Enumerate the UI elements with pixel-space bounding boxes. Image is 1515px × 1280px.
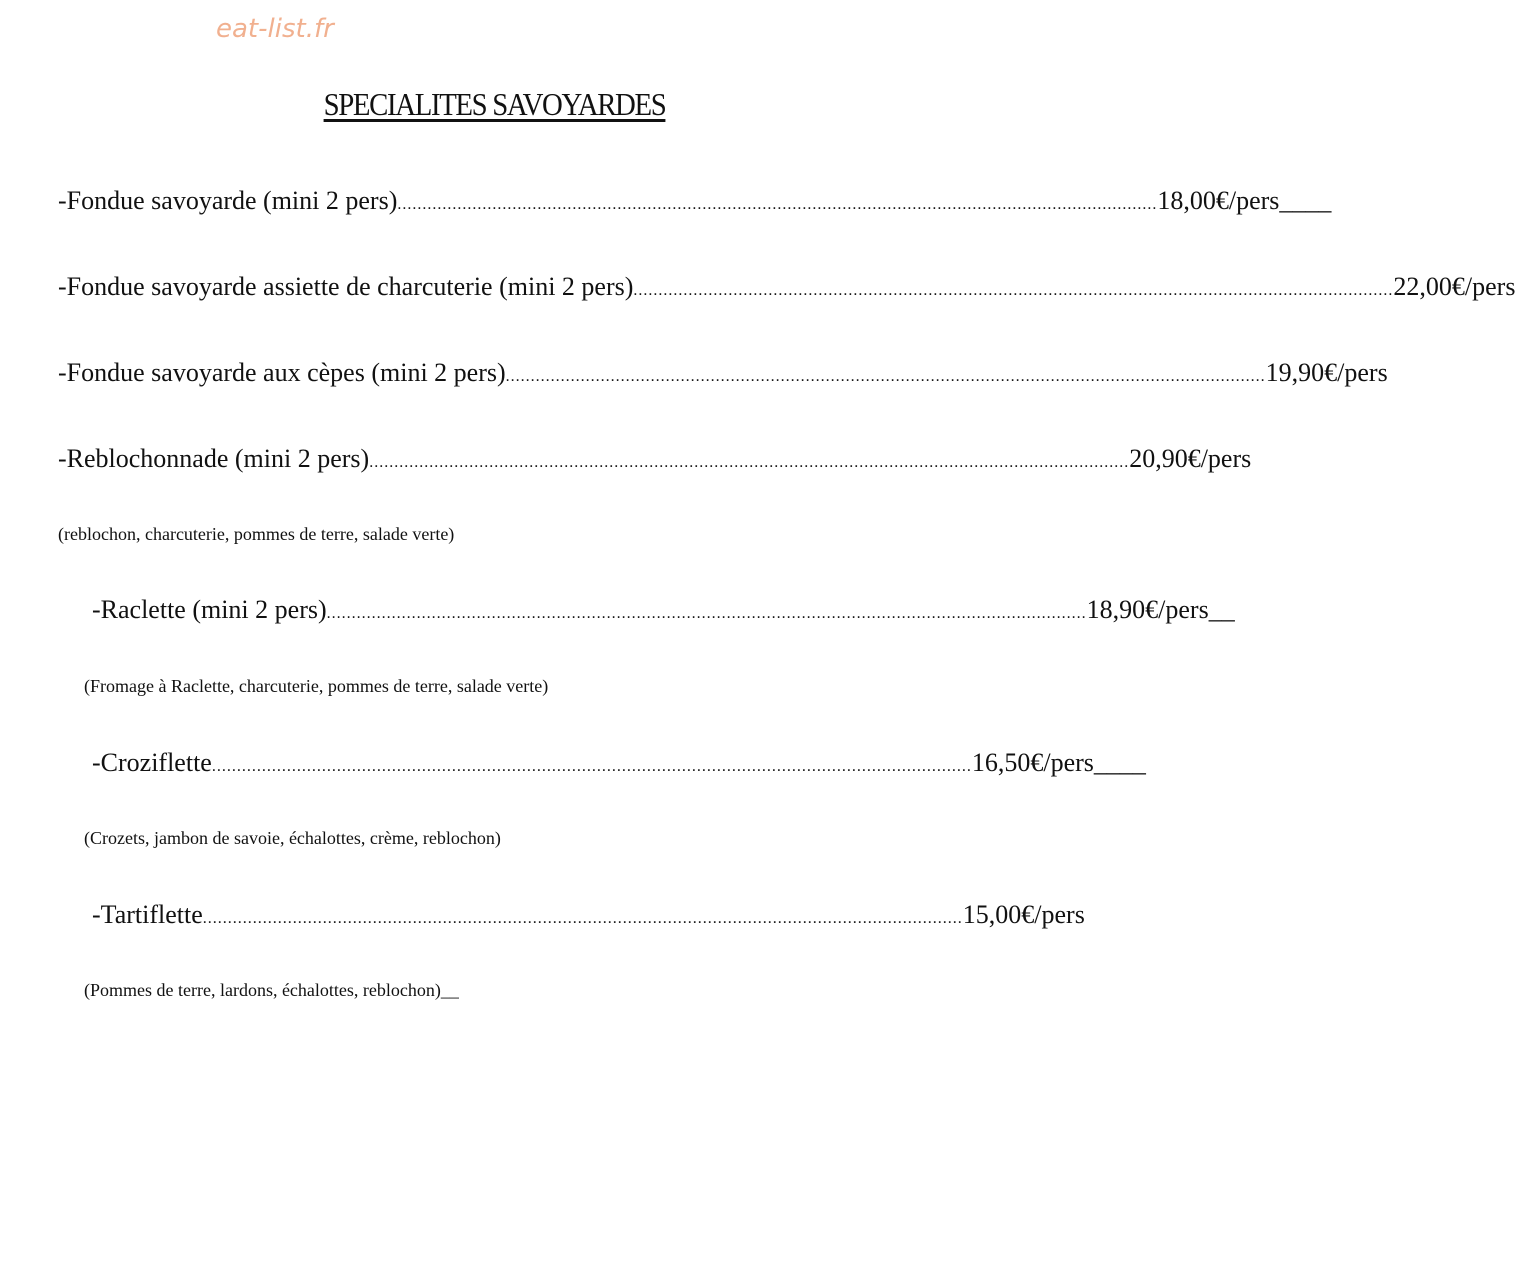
menu-item [92,595,1235,629]
dot-leader: ........................................................................................................................................................ [633,282,1394,299]
menu-item-price: 22,00€/pers [1393,272,1515,301]
trailing-line: ____ [1279,186,1332,215]
menu-item-name: -Reblochonnade (mini 2 pers) [58,444,370,473]
dot-leader: ........................................................................................................................................................ [505,368,1266,385]
menu-item [58,444,1252,478]
dot-leader: ........................................................................................................................................................ [369,454,1130,471]
watermark: eat-list.fr [216,14,334,44]
trailing-line: ____ [1093,748,1146,777]
menu-item-price: 20,90€/pers [1129,444,1252,473]
menu-item-description: (reblochon, charcuterie, pommes de terre, salade verte) [58,524,455,544]
menu-item [92,900,1085,934]
menu-item-name: -Fondue savoyarde assiette de charcuterie (mini 2 pers) [58,272,634,301]
trailing-line: __ [1208,595,1235,624]
menu-item-name: -Fondue savoyarde (mini 2 pers) [58,186,398,215]
dot-leader: ........................................................................................................................................................ [202,910,963,927]
menu-item-price: 18,00€/pers [1157,186,1280,215]
menu-item-description: (Fromage à Raclette, charcuterie, pommes de terre, salade verte) [84,676,549,696]
menu-item-description: (Pommes de terre, lardons, échalottes, reblochon)__ [84,980,459,1000]
dot-leader: ........................................................................................................................................................ [211,758,972,775]
menu-item [58,272,1515,306]
dot-leader: ........................................................................................................................................................ [397,196,1158,213]
menu-item-name: -Fondue savoyarde aux cèpes (mini 2 pers) [58,358,506,387]
page-title: SPECIALITES SAVOYARDES [323,86,666,122]
menu-item [58,358,1388,392]
menu-item-price: 15,00€/pers [962,900,1085,929]
menu-item-name: -Croziflette [92,748,212,777]
menu-item-price: 16,50€/pers [971,748,1094,777]
menu-item-name: -Raclette (mini 2 pers) [92,595,327,624]
dot-leader: ........................................................................................................................................................ [326,605,1087,622]
menu-item [92,748,1146,782]
menu-item-description: (Crozets, jambon de savoie, échalottes, crème, reblochon) [84,828,501,848]
menu-item [58,186,1332,220]
menu-item-name: -Tartiflette [92,900,203,929]
menu-item-price: 19,90€/pers [1265,358,1388,387]
menu-item-price: 18,90€/pers [1086,595,1209,624]
